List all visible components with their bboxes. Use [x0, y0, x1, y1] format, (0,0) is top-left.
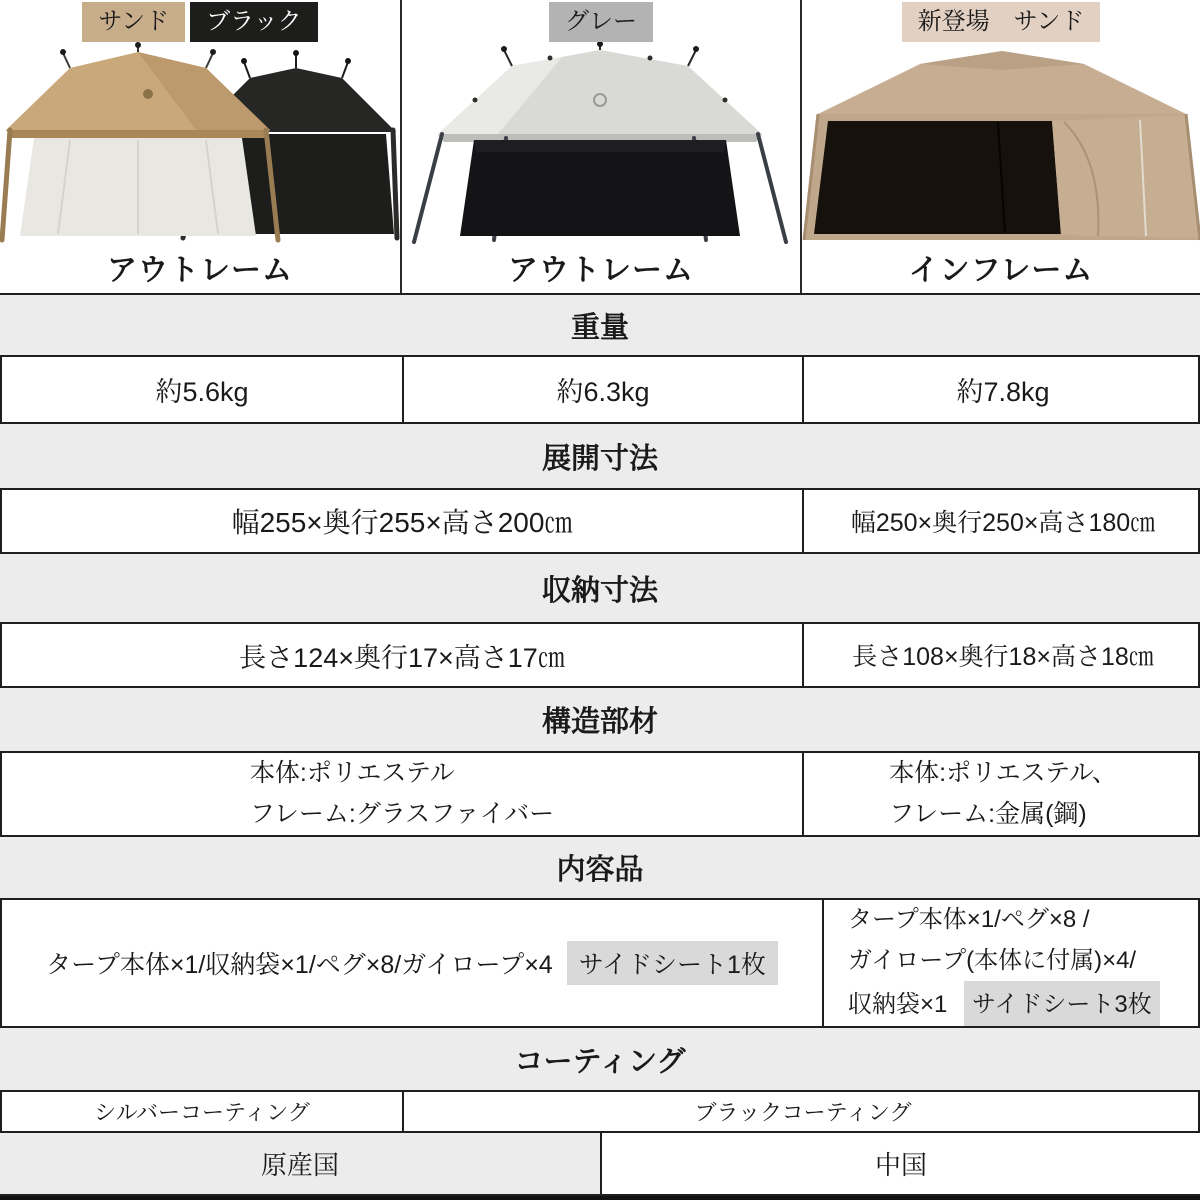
bottom-border-bar	[0, 1196, 1200, 1200]
spec-header-materials	[0, 688, 1200, 753]
materials-outframe-line-2: フレーム:グラスファイバー	[249, 800, 555, 828]
materials-outframe-lines	[250, 753, 554, 835]
spec-values-packed-size	[0, 624, 1200, 688]
contents-inframe-highlight: サイドシート3枚	[964, 981, 1160, 1028]
origin-cells	[0, 1133, 1200, 1194]
materials-inframe-line-1: 本体:ポリエステル、	[889, 759, 1117, 787]
contents-outframe-text: タープ本体×1/収納袋×1/ペグ×8/ガイロープ×4	[46, 951, 553, 979]
contents-value-outframe	[2, 900, 822, 1026]
frame-type-caption-3: インフレーム	[908, 254, 1094, 287]
packed-size-value-outframe: 長さ124×奥行17×高さ17㎝	[239, 642, 565, 673]
product-images-section	[0, 0, 1200, 295]
open-size-value-outframe: 幅255×奥行255×高さ200㎝	[231, 507, 573, 538]
color-badges-1	[0, 2, 400, 42]
materials-inframe-line-2: フレーム:金属(鋼)	[889, 800, 1087, 828]
gray-tent	[414, 42, 786, 242]
spec-values-weight	[0, 357, 1200, 424]
spec-values-materials	[0, 753, 1200, 837]
contents-cells	[2, 900, 1198, 1026]
spec-header-contents	[0, 837, 1200, 900]
spec-header-coating	[0, 1028, 1200, 1092]
materials-value-inframe	[802, 753, 1200, 835]
packed-size-value-inframe: 長さ108×奥行18×高さ18㎝	[802, 624, 1200, 686]
open-size-value-inframe: 幅250×奥行250×高さ180㎝	[802, 490, 1200, 552]
materials-cells	[2, 753, 1198, 835]
contents-inframe-lines	[848, 900, 1160, 1028]
coating-value-sand-black: シルバーコーティング	[94, 1100, 310, 1125]
product-column-inframe-sand	[800, 0, 1200, 293]
sand-tent	[2, 42, 278, 240]
spec-header-weight	[0, 295, 1200, 357]
weight-value-inframe: 約7.8kg	[802, 357, 1200, 422]
contents-outframe-highlight: サイドシート1枚	[567, 941, 778, 985]
tent-image-sand-inframe	[802, 42, 1200, 247]
contents-inframe-line-2: ガイロープ(本体に付属)×4/	[848, 946, 1137, 974]
color-badge-black: ブラック	[190, 2, 318, 42]
coating-cells	[2, 1092, 1198, 1131]
color-badge-new-sand: 新登場 サンド	[902, 2, 1101, 42]
spec-header-packed-size	[0, 554, 1200, 624]
inframe-tent	[803, 51, 1200, 240]
coating-value-others: ブラックコーティング	[402, 1092, 1200, 1131]
spec-header-weight-label: 重量	[570, 311, 629, 344]
spec-row-origin	[0, 1133, 1200, 1196]
packed-size-cells	[2, 624, 1198, 686]
color-badge-sand: サンド	[82, 2, 185, 42]
spec-header-packed-size-label: 収納寸法	[541, 574, 658, 607]
color-badge-gray: グレー	[549, 2, 653, 42]
contents-inframe-line-1: タープ本体×1/ペグ×8 /	[848, 905, 1090, 933]
frame-type-caption-1: アウトレーム	[107, 254, 293, 287]
open-size-cells	[2, 490, 1198, 552]
weight-value-gray: 約6.3kg	[402, 357, 802, 422]
color-badges-2	[402, 2, 800, 42]
spec-values-coating	[0, 1092, 1200, 1133]
product-column-outframe-sand-black	[0, 0, 400, 293]
contents-value-inframe	[822, 900, 1200, 1026]
spec-header-contents-label: 内容品	[556, 854, 644, 886]
contents-inframe-line-3	[848, 981, 1160, 1028]
materials-inframe-lines	[889, 753, 1117, 835]
spec-values-open-size	[0, 490, 1200, 554]
weight-cells	[2, 357, 1198, 422]
materials-value-outframe	[2, 753, 802, 835]
spec-values-contents	[0, 900, 1200, 1028]
materials-outframe-line-1: 本体:ポリエステル	[249, 759, 455, 787]
origin-label: 原産国	[0, 1133, 600, 1194]
spec-header-open-size	[0, 424, 1200, 490]
product-column-outframe-gray	[400, 0, 800, 293]
spec-header-coating-label: コーティング	[514, 1045, 686, 1078]
tent-image-gray-outframe	[402, 42, 800, 247]
tent-image-sand-black-outframe	[0, 42, 400, 247]
contents-inframe-line-3-text: 収納袋×1	[848, 990, 948, 1018]
frame-type-caption-2: アウトレーム	[508, 254, 694, 287]
origin-value: 中国	[600, 1133, 1200, 1194]
color-badges-3	[802, 2, 1200, 42]
weight-value-sand-black: 約5.6kg	[155, 377, 249, 407]
spec-header-open-size-label: 展開寸法	[541, 442, 658, 475]
spec-header-materials-label: 構造部材	[541, 706, 658, 738]
